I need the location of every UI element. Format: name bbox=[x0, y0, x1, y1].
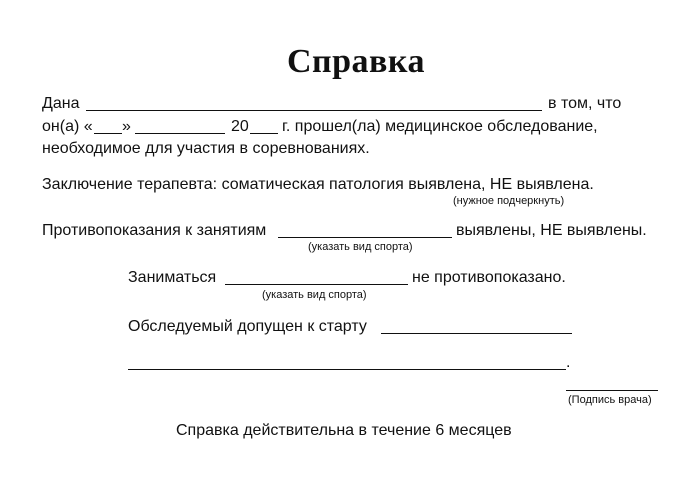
allowed-sport-line bbox=[225, 284, 408, 285]
year-blank-line bbox=[250, 133, 278, 134]
that-label: в том, что bbox=[548, 95, 622, 112]
allowed-result: не противопоказано. bbox=[412, 269, 566, 286]
admitted-end-dot: . bbox=[566, 354, 571, 371]
name-blank-line bbox=[86, 110, 542, 111]
allowed-hint: (указать вид спорта) bbox=[262, 289, 367, 301]
close-quote: » bbox=[122, 118, 131, 135]
contra-label: Противопоказания к занятиям bbox=[42, 222, 267, 239]
signature-hint: (Подпись врача) bbox=[568, 394, 652, 406]
issued-to-label: Дана bbox=[42, 95, 80, 112]
contra-hint: (указать вид спорта) bbox=[308, 241, 413, 253]
contra-sport-line bbox=[278, 237, 452, 238]
document-title: Справка bbox=[287, 43, 425, 80]
therapist-conclusion: Заключение терапевта: соматическая патология выявлена, НЕ выявлена. bbox=[42, 176, 594, 193]
pronoun-open-quote: он(а) « bbox=[42, 118, 93, 135]
exam-passed-text: г. прошел(ла) медицинское обследование, bbox=[282, 118, 598, 135]
purpose-text: необходимое для участия в соревнованиях. bbox=[42, 140, 370, 157]
therapist-hint: (нужное подчеркнуть) bbox=[453, 195, 565, 207]
admitted-line-2 bbox=[128, 369, 566, 370]
allowed-label: Заниматься bbox=[128, 269, 217, 286]
month-blank-line bbox=[135, 133, 225, 134]
validity-note: Справка действительна в течение 6 месяцев bbox=[176, 422, 512, 439]
contra-result: выявлены, НЕ выявлены. bbox=[456, 222, 647, 239]
admitted-line-1 bbox=[381, 333, 572, 334]
year-prefix: 20 bbox=[231, 118, 249, 135]
day-blank-line bbox=[94, 133, 122, 134]
admitted-label: Обследуемый допущен к старту bbox=[128, 318, 367, 335]
signature-line bbox=[566, 390, 658, 391]
